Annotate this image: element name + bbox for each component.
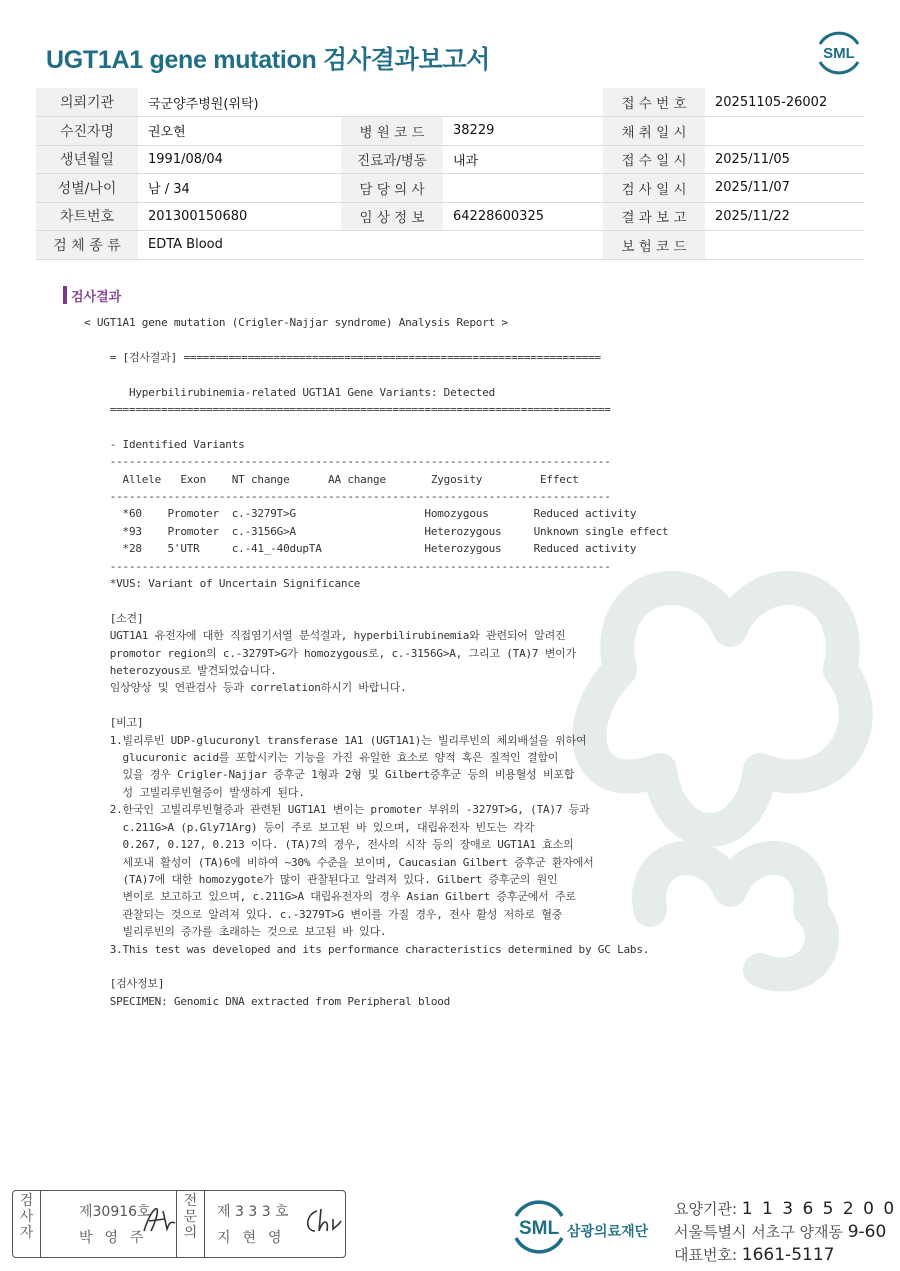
report-line: 2.한국인 고빌리루빈혈증과 관련된 UGT1A1 변이는 promoter 부위의 -3279T>G, (TA)7 등과 [84,803,590,817]
report-line [84,418,668,435]
report-line: (TA)7에 대한 homozygote가 많이 관찰된다고 알려져 있다. Gilbert 증후군의 원인 [84,872,558,886]
info-label: 임 상 정 보 [341,202,443,231]
info-label: 차트번호 [36,202,138,231]
report-line: [비고] [84,716,144,730]
footer-license-line: 요양기관: 1 1 3 6 5 2 0 0 [674,1199,897,1219]
report-line: c.211G>A (p.Gly71Arg) 등이 주로 보고된 바 있으며, 대립유전자 빈도는 각각 [84,820,535,834]
info-label: 병 원 코 드 [341,117,443,146]
info-label: 담 당 의 사 [341,174,443,203]
info-label: 채 취 일 시 [603,117,705,146]
tester-cell [41,1191,177,1257]
info-value: 2025/11/22 [705,202,864,231]
tester-name: 박영주 [79,1230,156,1246]
specialist-signature [303,1205,343,1237]
footer-org-name: 삼광의료재단 [567,1224,649,1240]
sign-label-specialist: 전 문 의 [177,1191,205,1257]
sml-logo [814,30,864,76]
info-value [443,231,603,260]
info-value: 내과 [443,145,603,174]
signature-box [12,1190,346,1258]
info-value: 2025/11/07 [705,174,864,203]
analysis-report-text [84,314,668,1010]
report-line: *60 Promoter c.-3279T>G Homozygous Reduced activity [84,507,637,521]
info-label [341,231,443,260]
report-line: promotor region의 c.-3279T>G가 homozygous로, c.-3156G>A, 그리고 (TA)7 변이가 [84,646,577,660]
info-value: 2025/11/05 [705,145,864,174]
report-title: UGT1A1 gene mutation 검사결과보고서 [46,46,491,74]
footer-logo [510,1198,665,1262]
report-line: 3.This test was developed and its performance characteristics determined by GC Labs. [84,942,650,956]
report-line: *93 Promoter c.-3156G>A Heterozygous Unknown single effect [84,524,669,538]
info-label: 수진자명 [36,117,138,146]
info-label: 검 체 종 류 [36,231,138,260]
specialist-cell [205,1191,345,1257]
report-line: Allele Exon NT change AA change Zygosity Effect [84,472,579,486]
info-value: EDTA Blood [138,231,341,260]
report-line: *28 5'UTR c.-41_-40dupTA Heterozygous Reduced activity [84,542,637,556]
report-line: *VUS: Variant of Uncertain Significance [84,577,361,591]
info-value: 국군양주병원(위탁) [138,88,341,117]
info-value: 1991/08/04 [138,145,341,174]
tester-signature [141,1203,177,1237]
report-line [84,958,668,975]
report-line: 빌리루빈의 증가를 초래하는 것으로 보고된 바 있다. [84,925,387,939]
report-line: ============================================================================== [84,403,611,416]
info-row [36,202,864,231]
section-title: 검사결과 [71,290,122,305]
report-line: ------------------------------------------------------------------------------ [84,455,611,469]
info-value [705,231,864,260]
sign-label-tester: 검 사 자 [13,1191,41,1257]
report-line: UGT1A1 유전자에 대한 직접염기서열 분석결과, hyperbilirubinemia와 관련되어 알려진 [84,629,566,643]
footer-address [674,1198,896,1267]
info-label: 의뢰기관 [36,88,138,117]
info-value [443,174,603,203]
info-label: 보 험 코 드 [603,231,705,260]
report-line: [검사정보] [84,977,165,991]
info-value: 201300150680 [138,202,341,231]
info-row [36,231,864,260]
info-label: 진료과/병동 [341,145,443,174]
info-label: 성별/나이 [36,174,138,203]
info-row [36,174,864,203]
report-line: ------------------------------------------------------------------------------ [84,490,611,504]
info-row [36,145,864,174]
report-line: 관찰되는 것으로 알려져 있다. c.-3279T>G 변이를 가질 경우, 전사 활성 저하로 혈중 [84,907,563,921]
info-value: 20251105-26002 [705,88,864,117]
report-line [84,697,668,714]
report-line: [소견] [84,611,144,625]
tester-license: 제30916호 [79,1204,151,1220]
report-line: - Identified Variants [84,437,245,451]
info-row [36,117,864,146]
report-line: 있을 경우 Crigler-Najjar 증후군 1형과 2형 및 Gilbert증후군 등의 비용혈성 비포합 [84,768,575,782]
report-line: 세포내 활성이 (TA)6에 비하여 ~30% 수준을 보이며, Caucasian Gilbert 증후군 환자에서 [84,855,594,869]
footer-phone-line: 대표번호: 1661-5117 [674,1245,835,1265]
info-label: 검 사 일 시 [603,174,705,203]
report-line: 변이로 보고하고 있으며, c.211G>A 대립유전자의 경우 Asian Gilbert 증후군에서 주로 [84,890,576,904]
report-line [84,366,668,383]
specialist-name: 지현영 [217,1230,294,1246]
footer-logo-text: SML [518,1218,560,1239]
info-value [705,117,864,146]
info-value: 64228600325 [443,202,603,231]
report-line: = [검사결과] ================================================================= [84,350,601,364]
info-value: 38229 [443,117,603,146]
report-line [84,592,668,609]
report-line [84,331,668,348]
info-value: 권오현 [138,117,341,146]
info-label [341,88,443,117]
report-line: 1.빌리루빈 UDP-glucuronyl transferase 1A1 (UGT1A1)는 빌리루빈의 체외배설을 위하여 [84,733,587,747]
report-line: ------------------------------------------------------------------------------ [84,559,611,573]
report-line: 0.267, 0.127, 0.213 이다. (TA)7의 경우, 전사의 시작 등의 장애로 UGT1A1 효소의 [84,838,574,852]
info-label: 결 과 보 고 [603,202,705,231]
report-line: < UGT1A1 gene mutation (Crigler-Najjar syndrome) Analysis Report > [84,316,508,329]
patient-info-table [36,88,864,260]
sml-logo-text: SML [823,45,855,62]
footer-address-line: 서울특별시 서초구 양재동 9-60 [674,1222,887,1242]
info-value [443,88,603,117]
info-value: 남 / 34 [138,174,341,203]
report-line: glucuronic acid를 포합시키는 기능을 가진 유일한 효소로 양적 혹은 질적인 결함이 [84,751,559,765]
report-line: heterozyous로 발견되었습니다. [84,664,277,678]
info-label: 생년월일 [36,145,138,174]
report-line: 성 고빌리루빈혈증이 발생하게 된다. [84,785,305,799]
report-line: Hyperbilirubinemia-related UGT1A1 Gene Variants: Detected [84,385,496,399]
info-row [36,88,864,117]
report-line: 임상양상 및 연관검사 등과 correlation하시기 바랍니다. [84,681,407,695]
specialist-license: 제 3 3 3 호 [217,1204,289,1220]
info-label: 접 수 일 시 [603,145,705,174]
report-line: SPECIMEN: Genomic DNA extracted from Peripheral blood [84,994,451,1008]
info-label: 접 수 번 호 [603,88,705,117]
